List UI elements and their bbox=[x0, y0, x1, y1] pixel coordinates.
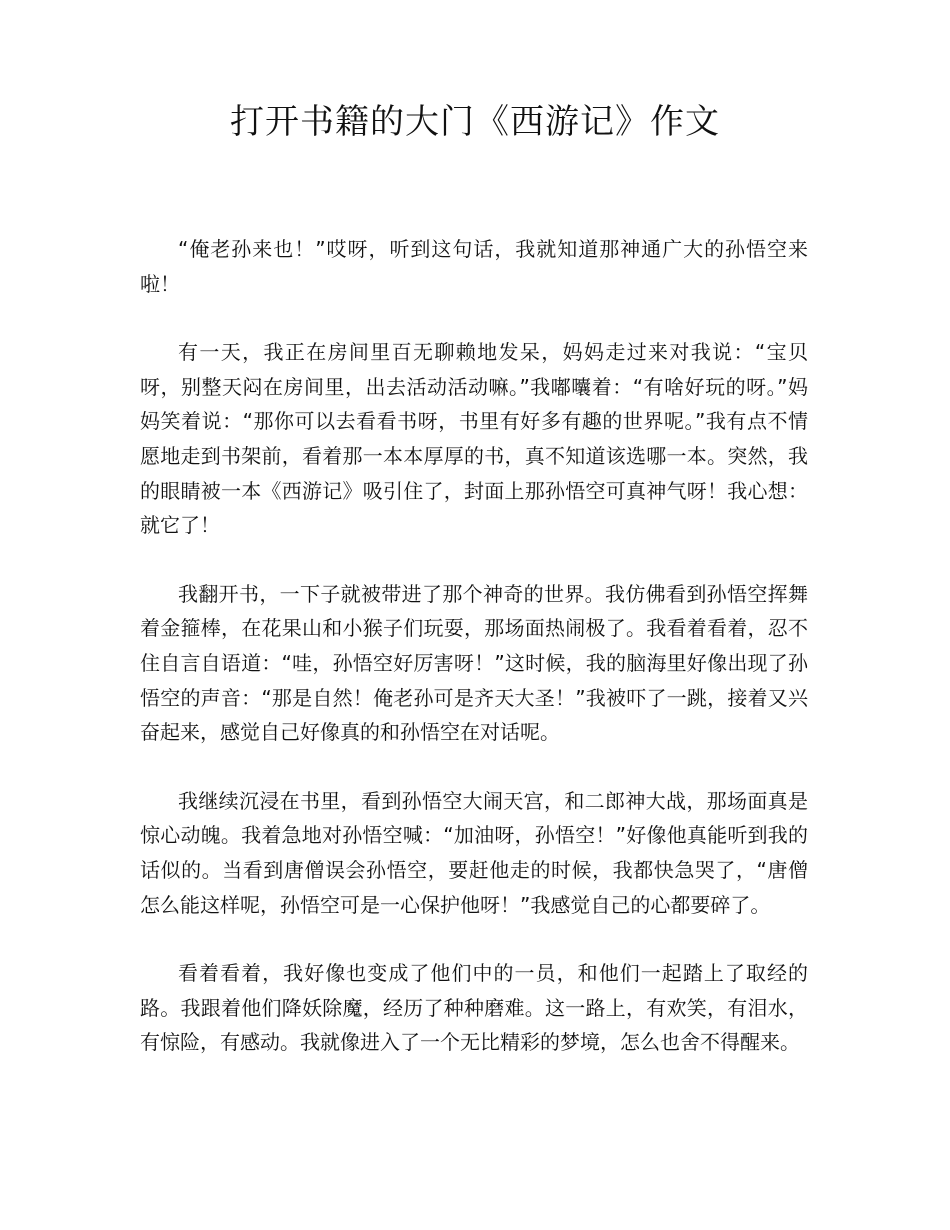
paragraph-4: 我继续沉浸在书里，看到孙悟空大闹天宫，和二郎神大战，那场面真是惊心动魄。我着急地对孙悟空喊：“加油呀，孙悟空！”好像他真能听到我的话似的。当看到唐僧误会孙悟空，要赶他走的时候，我都快急哭了，“唐僧怎么能这样呢，孙悟空可是一心保护他呀！”我感觉自己的心都要碎了。 bbox=[140, 788, 808, 917]
paragraph-5: 看着看着，我好像也变成了他们中的一员，和他们一起踏上了取经的路。我跟着他们降妖除魔，经历了种种磨难。这一路上，有欢笑，有泪水，有惊险，有感动。我就像进入了一个无比精彩的梦境，怎么也舍不得醒来。 bbox=[140, 961, 808, 1055]
paragraph-2: 有一天，我正在房间里百无聊赖地发呆，妈妈走过来对我说：“宝贝呀，别整天闷在房间里，出去活动活动嘛。”我嘟囔着：“有啥好玩的呀。”妈妈笑着说：“那你可以去看看书呀，书里有好多有趣的世界呢。”我有点不情愿地走到书架前，看着那一本本厚厚的书，真不知道该选哪一本。突然，我的眼睛被一本《西游记》吸引住了，封面上那孙悟空可真神气呀！我心想：就它了！ bbox=[140, 340, 808, 538]
paragraph-3: 我翻开书，一下子就被带进了那个神奇的世界。我仿佛看到孙悟空挥舞着金箍棒，在花果山和小猴子们玩耍，那场面热闹极了。我看着看着，忍不住自言自语道：“哇，孙悟空好厉害呀！”这时候，我的脑海里好像出现了孙悟空的声音：“那是自然！俺老孙可是齐天大圣！”我被吓了一跳，接着又兴奋起来，感觉自己好像真的和孙悟空在对话呢。 bbox=[140, 581, 808, 745]
paragraph-1: “俺老孙来也！”哎呀，听到这句话，我就知道那神通广大的孙悟空来啦！ bbox=[140, 237, 808, 296]
document-title: 打开书籍的大门《西游记》作文 bbox=[230, 102, 720, 142]
document-body bbox=[140, 232, 808, 1094]
